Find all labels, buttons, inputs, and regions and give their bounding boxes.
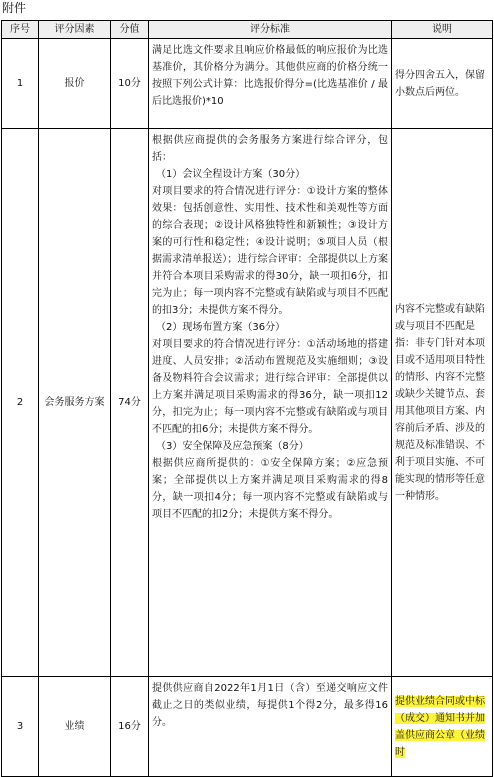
table-row (2, 677, 493, 777)
criteria-section-heading: （3）安全保障及应急预案（8分） (156, 441, 309, 452)
table-row (2, 39, 493, 129)
criteria-intro: 根据供应商提供的会务服务方案进行综合评分，包括： (152, 135, 388, 163)
header-no: 序号 (2, 21, 39, 39)
criteria-text: 提供供应商自2022年1月1日（含）至递交响应文件截止之日的类似业绩，每提供1个得2分，最多得16分。 (152, 683, 388, 728)
criteria-section-heading: （1）会议全程设计方案（30分） (156, 169, 306, 180)
row-criteria (149, 129, 392, 677)
criteria-text: 根据供应商所提供的：①安全保障方案；②应急预案；全部提供以上方案并满足项目采购需求的得8分，缺一项扣4分；每一项内容不完整或有缺陷或与项目不匹配的扣2分；未提供方案不得分。 (152, 458, 388, 520)
criteria-text: 满足比选文件要求且响应价格最低的响应报价为比选基准价，其价格分为满分。其他供应商的价格分统一按照下列公式计算：比选报价得分=(比选基准价 / 最后比选报价)*10 (152, 45, 388, 107)
row-score: 10分 (111, 39, 149, 129)
row-no: 2 (2, 129, 39, 677)
criteria-text: 对项目要求的符合情况进行评分：①活动场地的搭建进度、人员安排；②活动布置规范及实施细则；③设备及物料符合会议需求；进行综合评审：全部提供以上方案并满足项目采购需求的得36分，缺一项扣12分，扣完为止；每一项内容不完整或有缺陷或与项目不匹配的扣6分；未提供方案不得分。 (152, 339, 388, 435)
row-no: 1 (2, 39, 39, 129)
row-note: 内容不完整或有缺陷或与项目不匹配是指：非专门针对本项目或不适用项目特性的情形、内容不完整或缺少关键节点、套用其他项目方案、内容前后矛盾、涉及的规范及标准错误、不利于项目实施、不可能实现的情形等任意一种情形。 (392, 129, 493, 677)
row-note (392, 677, 493, 777)
row-criteria (149, 39, 392, 129)
header-factor: 评分因素 (39, 21, 111, 39)
row-no: 3 (2, 677, 39, 777)
criteria-section-heading: （2）现场布置方案（36分） (156, 322, 286, 333)
highlighted-note: 提供业绩合同或中标（成交）通知书并加盖供应商公章（业绩时 (395, 695, 485, 758)
scoring-table (1, 20, 493, 777)
row-factor: 报价 (39, 39, 111, 129)
row-score: 74分 (111, 129, 149, 677)
row-note: 得分四舍五入，保留小数点后两位。 (392, 39, 493, 129)
row-score: 16分 (111, 677, 149, 777)
row-criteria (149, 677, 392, 777)
table-header-row (2, 21, 493, 39)
row-factor: 会务服务方案 (39, 129, 111, 677)
table-row (2, 129, 493, 677)
row-factor: 业绩 (39, 677, 111, 777)
header-note: 说明 (392, 21, 493, 39)
criteria-text: 对项目要求的符合情况进行评分：①设计方案的整体效果：包括创意性、实用性、技术性和美观性等方面的综合表现；②设计风格独特性和新颖性；③设计方案的可行性和稳定性；④设计说明；⑤项目人员（根据需求清单报送）；进行综合评审：全部提供以上方案并符合本项目采购需求的得30分，缺一项扣6分，扣完为止；每一项内容不完整或有缺陷或与项目不匹配的扣3分；未提供方案不得分。 (152, 186, 388, 316)
header-criteria: 评分标准 (149, 21, 392, 39)
header-score: 分值 (111, 21, 149, 39)
document-title: 附件 (2, 1, 27, 15)
